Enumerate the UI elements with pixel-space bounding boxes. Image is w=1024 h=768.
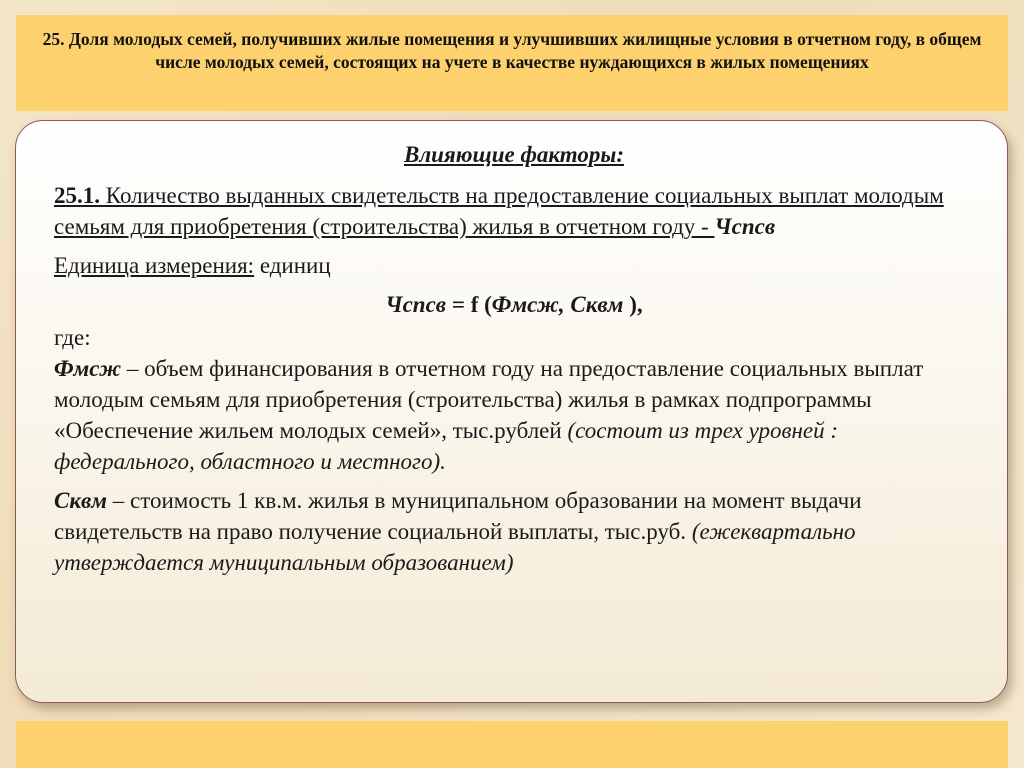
- formula-eq: = f (: [446, 292, 492, 317]
- slide-title: [16, 15, 1008, 111]
- factor-code: Чспсв: [714, 214, 776, 239]
- formula-close: ),: [623, 292, 643, 317]
- formula-args: Фмсж, Сквм: [491, 292, 624, 317]
- footer-bar: [16, 721, 1008, 768]
- factors-subtitle: Влияющие факторы:: [403, 142, 624, 167]
- def2-text: – стоимость 1 кв.м. жилья в муниципальном образовании на момент выдачи свидетельств на право получение социальной выплаты, тыс.руб.: [54, 488, 862, 544]
- definition-fmszh: [54, 353, 974, 477]
- def1-note: (состоит из трех уровней : федерального, областного и местного).: [54, 418, 839, 474]
- def2-note: (ежеквартально утверждается муниципальным образованием): [54, 519, 856, 575]
- where-label: где:: [54, 325, 91, 350]
- content-body: [54, 139, 974, 586]
- formula-lhs: Чспсв: [385, 292, 447, 317]
- slide-title-text: 25. Доля молодых семей, получивших жилые помещения и улучшивших жилищные условия в отчетном году, в общем числе молодых семей, состоящих на учете в качестве нуждающихся в жилых помещениях: [42, 29, 982, 72]
- content-panel: [15, 120, 1008, 703]
- unit-value: единиц: [254, 253, 331, 278]
- factor-description: Количество выданных свидетельств на предоставление социальных выплат молодым семьям для приобретения (строительства) жилья в отчетном году -: [54, 183, 944, 239]
- definition-skvm: [54, 485, 974, 578]
- def1-text: – объем финансирования в отчетном году на предоставление социальных выплат молодым семьям для приобретения (строительства) жилья в рамках подпрограммы «Обеспечение жильем молодых семей», тыс.рублей: [54, 356, 924, 443]
- unit-label: Единица измерения:: [54, 253, 255, 278]
- unit-line: [54, 250, 974, 281]
- factor-item: [54, 180, 974, 242]
- def2-term: Сквм: [54, 488, 108, 513]
- formula: [54, 289, 974, 320]
- factor-number: 25.1.: [54, 183, 100, 208]
- def1-term: Фмсж: [54, 356, 122, 381]
- factor-text-underlined: [54, 183, 944, 239]
